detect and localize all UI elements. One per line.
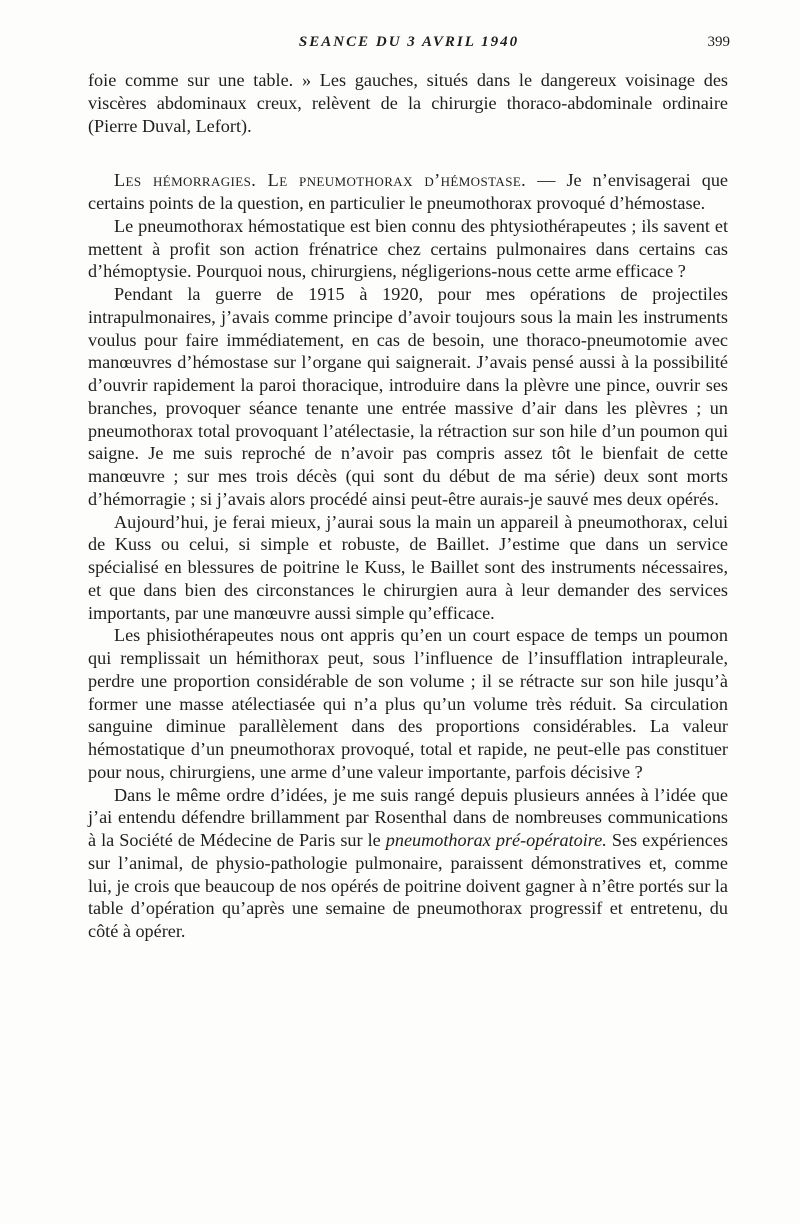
paragraph-2-text: — Je n’envisagerai que certains points de la question, en particulier le pneumothorax provoqué d’hémostase. — [88, 170, 728, 213]
page-header — [88, 34, 730, 56]
paragraph-3: Le pneumothorax hémostatique est bien connu des phtysiothérapeutes ; ils savent et mettent à profit son action frénatrice chez certains pulmonaires dans certains cas d’hémoptysie. Pourquoi nous, chirurgiens, négligerions-nous cette arme efficace ? — [88, 215, 728, 282]
paragraph-2 — [88, 169, 728, 215]
paragraph-6: Les phisiothérapeutes nous ont appris qu’en un court espace de temps un poumon qui remplissait un hémithorax peut, sous l’influence de l’insufflation intrapleurale, perdre une proportion considérable de son volume ; il se rétracte sur son hile jusqu’à former une masse atélectiasée qui n’a plus qu’un volume très réduit. Sa circulation sanguine diminue parallèlement dans des proportions considérables. La valeur hémostatique d’un pneumothorax provoqué, total et rapide, ne peut-elle pas constituer pour nous, chirurgiens, une arme d’une valeur importante, parfois décisive ? — [88, 625, 728, 782]
paragraph-7 — [88, 784, 728, 943]
body-text — [88, 69, 728, 943]
section-heading: Les hémorragies. Le pneumothorax d’hémostase. — [114, 170, 527, 191]
paragraph-4: Pendant la guerre de 1915 à 1920, pour mes opérations de projectiles intrapulmonaires, j’avais comme principe d’avoir toujours sous la main les instruments voulus pour faire immédiatement, en cas de besoin, une thoraco-pneumotomie avec manœuvres d’hémostase sur l’organe qui saignerait. J’avais pensé aussi à la possibilité d’ouvrir rapidement la paroi thoracique, introduire dans la plèvre une pince, ouvrir ses branches, provoquer séance tenante une entrée massive d’air dans les plèvres ; un pneumothorax total provoquant l’atélectasie, la rétraction sur son hile d’un poumon qui saigne. Je me suis reproché de n’avoir pas compris assez tôt le bienfait de cette manœuvre ; sur mes trois décès (qui sont du début de ma série) deux sont morts d’hémorragie ; si j’avais alors procédé ainsi peut-être aurais-je sauvé mes deux opérés. — [88, 284, 728, 509]
running-title: SEANCE DU 3 AVRIL 1940 — [298, 34, 520, 50]
page-number: 399 — [707, 34, 730, 50]
paragraph-5: Aujourd’hui, je ferai mieux, j’aurai sous la main un appareil à pneumothorax, celui de Kuss ou celui, si simple et robuste, de Baillet. J’estime que dans un service spécialisé en blessures de poitrine le Kuss, le Baillet sont des instruments nécessaires, et que dans bien des circonstances le chirurgien aura à leur demander des services importants, par une manœuvre aussi simple qu’efficace. — [88, 511, 728, 623]
paragraph-7-text-a: Dans le même ordre d’idées, je me suis rangé depuis plusieurs années à l’idée que j’ai entendu défendre brillamment par Rosenthal dans de nombreuses communications à la Société de Médecine de Paris sur le — [88, 784, 728, 850]
paragraph-1: foie comme sur une table. » Les gauches, situés dans le dangereux voisinage des viscères abdominaux creux, relèvent de la chirurgie thoraco-abdominale ordinaire (Pierre Duval, Lefort). — [88, 70, 728, 136]
paragraph-7-text-b: Ses expériences sur l’animal, de physio-pathologie pulmonaire, paraissent démonstratives et, comme lui, je crois que beaucoup de nos opérés de poitrine doivent gagner à n’être portés sur la table d’opération qu’après une semaine de pneumothorax progressif et entretenu, du côté à opérer. — [88, 830, 728, 941]
paragraph-7-italic: pneumothorax pré-opératoire. — [385, 830, 607, 850]
